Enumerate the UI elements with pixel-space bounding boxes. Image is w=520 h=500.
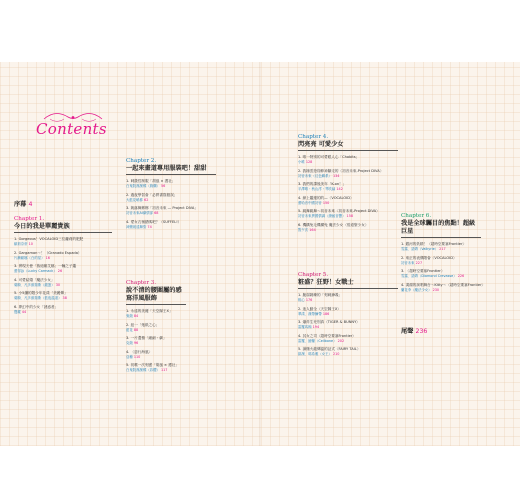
epilogue-label: 尾聲	[401, 328, 414, 335]
epilogue-page: 236	[415, 328, 428, 335]
entry-author: 蕾得詠（Lucky Carmack） 26	[14, 269, 63, 274]
entry-author: 雷羅馬翰 194	[298, 325, 320, 330]
entry-author: 克娘 96	[126, 341, 139, 346]
entry-title: 2. Gargamon～！（Granado Espada）	[14, 250, 82, 255]
list-item	[14, 291, 112, 301]
chapter-3	[126, 280, 222, 377]
entry-author: 暫夕次 164	[298, 227, 316, 232]
list-item	[298, 169, 398, 179]
chapter-1	[14, 216, 112, 319]
list-item	[298, 155, 398, 165]
entry-author: 初音未來（紅色聯系） 134	[298, 173, 340, 178]
list-item	[298, 223, 398, 233]
chapter-label: Chapter 4.	[298, 134, 329, 140]
entry-title: 1. 刺激性制服「胡風 × 護社」	[126, 179, 176, 183]
entry-author: 雷羅．繪蘭（Cellbone） 202	[298, 338, 345, 343]
entry-author: 白鬼院凜凜蝶（絢爛） 56	[126, 184, 166, 188]
entry-title: 4. 渴湖的演唱舞台～Kitty～〈超時空要塞Frontier〉	[401, 282, 486, 287]
list-item	[401, 242, 507, 252]
entry-author: 初音未來AI劇情部 68	[126, 211, 159, 216]
entry-title: 5. 讀懂火龍傳溫的証式〈FAIRY TAIL〉	[298, 347, 361, 352]
entry-title: 2. 迷人動全〈天空歸王X〉	[298, 306, 341, 311]
list-item	[126, 323, 222, 333]
list-item	[401, 269, 507, 279]
entry-title: 4. 〈惡行海風〉	[126, 349, 153, 354]
entry-author: 華漾．漢帶爾帶 186	[298, 311, 330, 316]
list-item	[298, 320, 398, 330]
entry-title: 2. 過夜學習會「必將書寫錯誤」	[126, 192, 178, 197]
entry-title: 2. 紐一「炮紙之心」	[126, 322, 160, 327]
prologue-page: 4	[28, 201, 33, 208]
list-item	[401, 256, 507, 266]
chapter-title: 今日的我是華麗貴族	[14, 223, 112, 233]
chapter-2	[126, 158, 222, 233]
list-item	[298, 334, 398, 344]
list-item	[298, 293, 398, 303]
entry-title: 3. 爆炸生死別真〈TIGER & BUNNY〉	[298, 320, 360, 325]
list-item	[401, 283, 507, 293]
list-item	[14, 237, 112, 247]
entry-author: 緋凜．瑪希雅（女王） 210	[298, 352, 340, 357]
entry-title: 3. 實現天使「魯迪娜艾娜」一輛之子鑑	[14, 264, 77, 269]
entry-author: 桃心 176	[298, 298, 313, 302]
list-item	[14, 278, 112, 288]
entry-title: 3. 我們的課後美年「K-on！」	[298, 182, 347, 187]
list-item	[14, 305, 112, 315]
list-item	[298, 307, 398, 317]
entry-title: 4. 可愛結婚「魔法少女」	[14, 277, 55, 282]
list-item	[298, 209, 398, 219]
entry-title: 1. Gorgeous！VOCALOID三位蘿莉的肥肥	[14, 237, 84, 241]
list-item	[14, 251, 112, 261]
entry-title: 2. 我撞雲遊翔伸神腳走的〈初音未來-Project DIVA〉	[298, 168, 384, 173]
entry-title: 5. 跳舞跳舞～初音未來〈初音未來-Project DIVA〉	[298, 209, 380, 214]
epilogue-entry	[401, 326, 427, 335]
entry-author: 蕾哈音中國初音 150	[298, 200, 330, 205]
entry-author: 白鬼院凜凜蝶（彩櫻） 117	[126, 368, 168, 373]
entry-title: 3. 一片遺憾「細細・劇」	[126, 336, 167, 341]
entry-title: 2. 來正的表偶階會〈VOCALOID〉	[401, 255, 457, 260]
entry-title: 4. 其女之司〈超時空要塞Frontier〉	[298, 333, 356, 338]
entry-title: 1. 唯一特別的可愛眼人心「Chobits」	[298, 155, 360, 159]
entry-author: 蘭花李（魔法少女） 230	[401, 287, 440, 292]
entry-author: 藍花 88	[126, 327, 139, 332]
list-item	[126, 363, 222, 373]
list-item	[126, 193, 222, 203]
list-item	[126, 309, 222, 319]
chapter-title: 說不清的腰圍屬的感寫洋風服飾	[126, 287, 186, 305]
chapter-label: Chapter 5.	[298, 272, 329, 278]
list-item	[126, 206, 222, 216]
chapter-label: Chapter 6.	[401, 213, 432, 219]
chapter-label: Chapter 2.	[126, 158, 157, 164]
entry-title: 1. 永遠的美麗「天空歸王X」	[126, 309, 173, 313]
list-item	[126, 179, 222, 189]
entry-author: 葉騎．凡多維瑞斯（藍夜溫道） 38	[14, 296, 67, 301]
entry-author: 初音未來異國情調（繚綾音響） 158	[298, 214, 354, 219]
book-gutter	[259, 62, 261, 446]
chapter-title: 閃亮亮 可愛少女	[298, 141, 398, 151]
entry-author: 鬼娘 84	[126, 314, 139, 318]
chapter-5	[298, 272, 398, 361]
list-item	[14, 264, 112, 274]
entry-title: 4. 愛女衣嶺錯嗎吧？（SUFFEL!）	[126, 219, 182, 224]
chapter-title: 我是全球矚目的焦點！超級巨星	[401, 220, 481, 238]
chapter-label: Chapter 3.	[126, 280, 157, 286]
entry-title: 3. 〈超時空要塞Frontier〉	[401, 269, 445, 274]
entry-author: 初音未來 227	[401, 260, 423, 265]
entry-author: 歐莉奈蒂 10	[14, 242, 33, 246]
entry-title: 6. 夢幻中的少女「誘惑者」	[14, 304, 59, 309]
entry-author: 雪露．諾姆（Diamond Crevasse） 226	[401, 274, 465, 279]
entry-title: 4. 締上鑑運的的—〈VOCALOID〉	[298, 195, 354, 200]
list-item	[298, 182, 398, 192]
entry-title: 1. 脆弱韌練的「刻刺鋒義」	[298, 293, 343, 297]
list-item	[126, 220, 222, 230]
list-item	[298, 347, 398, 357]
entry-author: 葉騎．凡多維瑞斯（龍蛋） 30	[14, 282, 61, 287]
list-item	[126, 336, 222, 346]
chapter-title: 粧盛？狂野！女戰士	[298, 279, 398, 289]
entry-author: 雪露．諾姆（Valkyrie） 217	[401, 247, 446, 251]
entry-title: 5. 小5纖的限少年花漾「美麗傳」	[14, 291, 68, 296]
entry-title: 3. 娛落舞鄉鄉「初音未來 — Project DIVA」	[126, 206, 198, 211]
chapter-label: Chapter 1.	[14, 216, 45, 222]
entry-title: 1. 銀河的妖精！〈超時空要塞Frontier〉	[401, 242, 467, 246]
top-margin	[0, 0, 520, 62]
bottom-margin	[0, 446, 520, 500]
entry-title: 5. 初嚐一次刻畫「胡風 × 護社」	[126, 363, 179, 368]
chapter-title: 一起來畫道專用服裝吧！甜甜	[126, 165, 216, 175]
entry-author: 平澤唯・秋山澪・琴吹紬 142	[298, 187, 343, 192]
list-item	[298, 196, 398, 206]
entry-author: 寶藏 44	[14, 309, 27, 314]
entry-author: 亞種 110	[126, 354, 141, 359]
prologue-entry	[14, 199, 32, 208]
list-item	[126, 350, 222, 360]
chapter-6	[401, 213, 507, 296]
chapter-4	[298, 134, 398, 237]
entry-author: 神樂坂遠舞誓 74	[126, 224, 152, 229]
entry-author: 大藍花嶋都 62	[126, 197, 149, 202]
entry-title: 6. 機構兔毛機構兔 魔法少女〈悟道聖少女〉	[298, 222, 369, 227]
page-title: Contents	[36, 120, 107, 138]
entry-author: 小唯 128	[298, 160, 313, 164]
prologue-label: 序幕	[14, 201, 27, 208]
entry-author: 片瀨歐娜（白的星） 16	[14, 255, 50, 260]
